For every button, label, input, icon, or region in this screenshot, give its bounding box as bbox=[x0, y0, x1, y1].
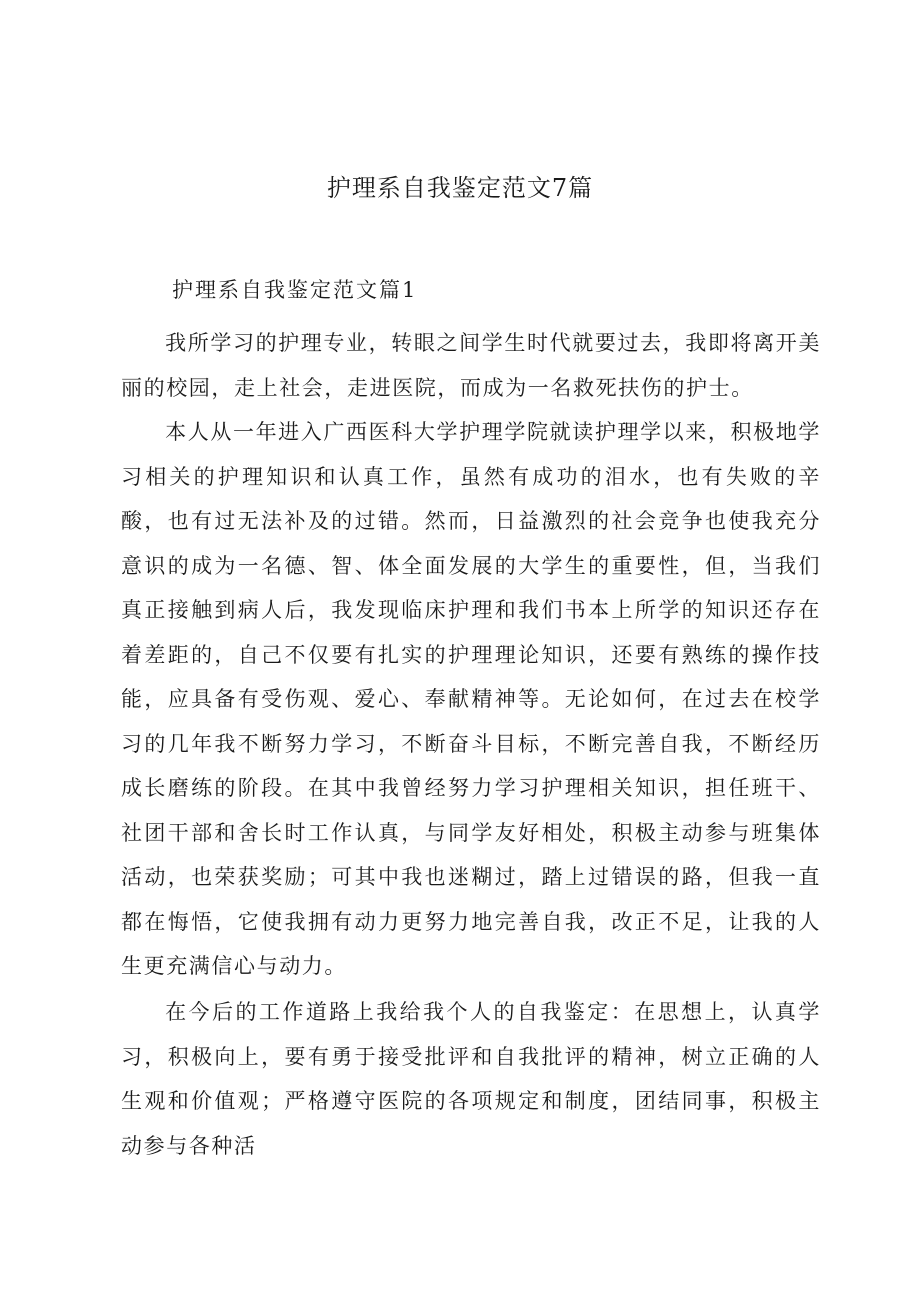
paragraph-1: 我所学习的护理专业，转眼之间学生时代就要过去，我即将离开美丽的校园，走上社会，走进医院，而成为一名救死扶伤的护士。 bbox=[121, 331, 821, 400]
section-heading: 护理系自我鉴定范文篇1 bbox=[172, 278, 418, 302]
paragraph-2: 本人从一年进入广西医科大学护理学院就读护理学以来，积极地学习相关的护理知识和认真工作，虽然有成功的泪水，也有失败的辛酸，也有过无法补及的过错。然而，日益激烈的社会竞争也使我充分意识的成为一名德、智、体全面发展的大学生的重要性，但，当我们真正接触到病人后，我发现临床护理和我们书本上所学的知识还存在着差距的，自己不仅要有扎实的护理理论知识，还要有熟练的操作技能，应具备有受伤观、爱心、奉献精神等。无论如何，在过去在校学习的几年我不断努力学习，不断奋斗目标，不断完善自我，不断经历成长磨练的阶段。在其中我曾经努力学习护理相关知识，担任班干、社团干部和舍长时工作认真，与同学友好相处，积极主动参与班集体活动，也荣获奖励；可其中我也迷糊过，踏上过错误的路，但我一直都在悔悟，它使我拥有动力更努力地完善自我，改正不足，让我的人生更充满信心与动力。 bbox=[121, 420, 821, 978]
document-title: 护理系自我鉴定范文7篇 bbox=[326, 174, 594, 202]
paragraph-3: 在今后的工作道路上我给我个人的自我鉴定：在思想上，认真学习，积极向上，要有勇于接受批评和自我批评的精神，树立正确的人生观和价值观；严格遵守医院的各项规定和制度，团结同事，积极主动参与各种活 bbox=[121, 1000, 821, 1158]
